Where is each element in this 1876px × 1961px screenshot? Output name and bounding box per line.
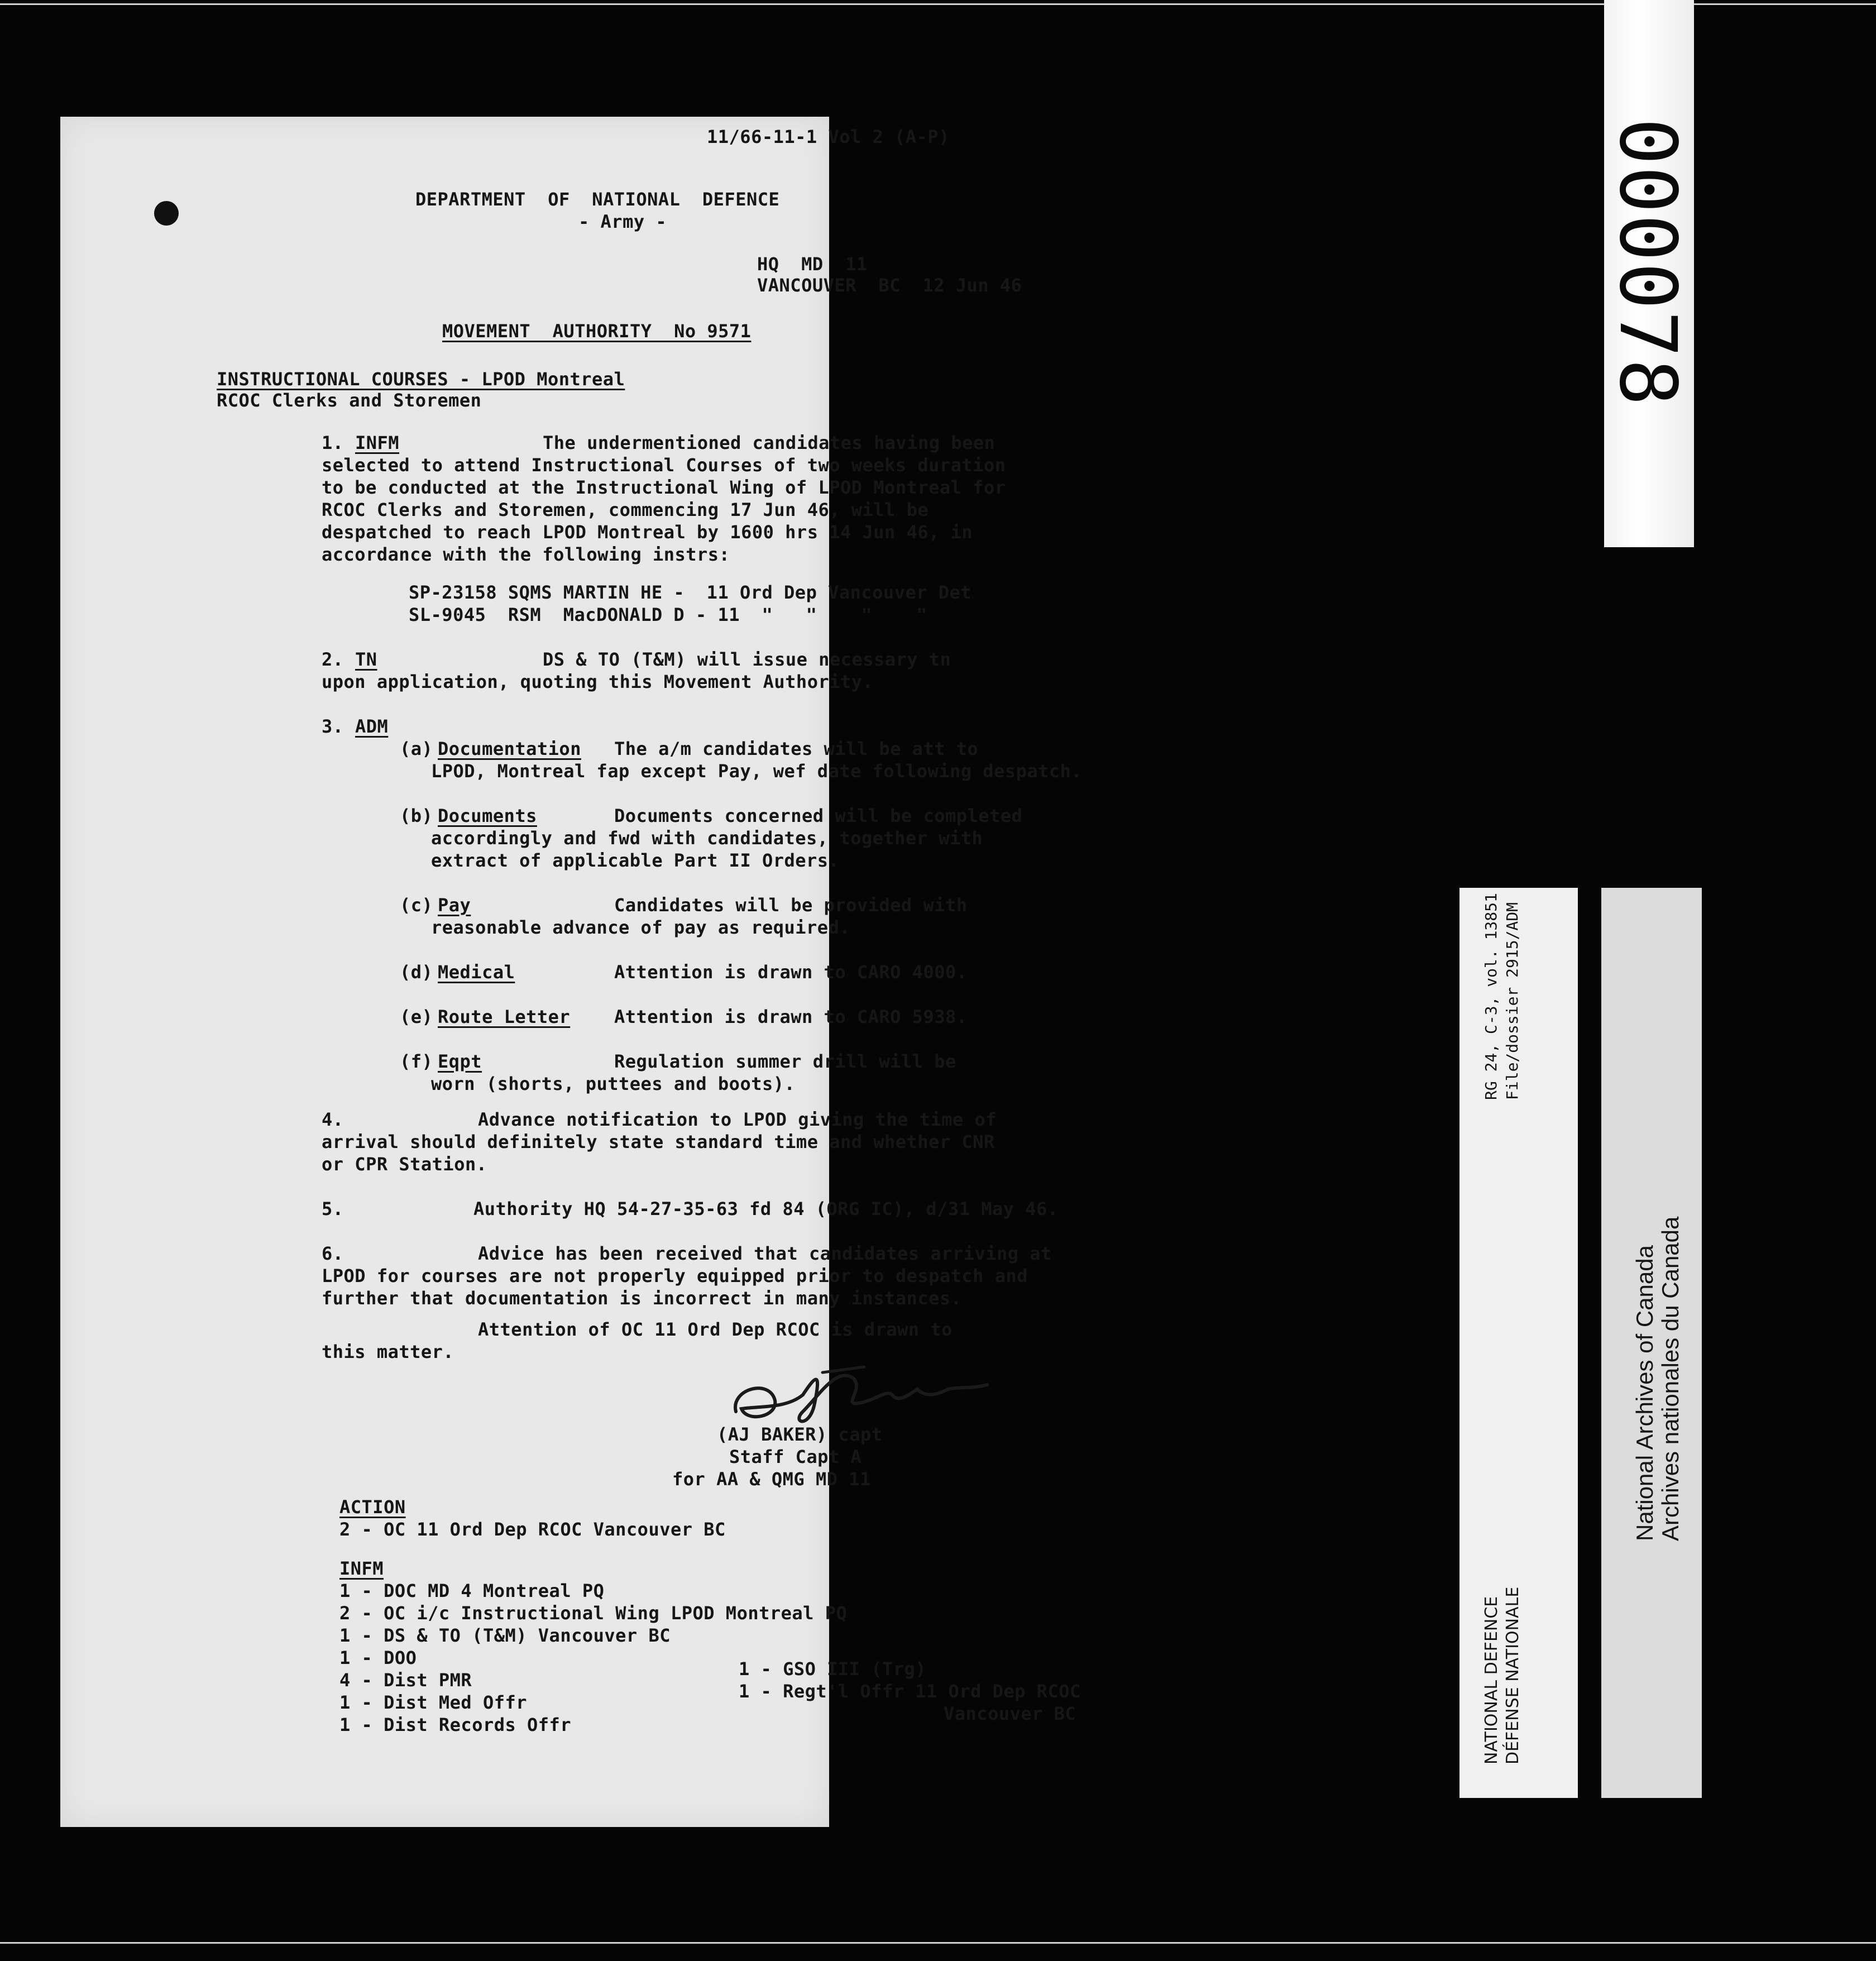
adm-item-heading: Documents [438, 805, 537, 826]
infm-right-line: 1 - GSO III (Trg) [739, 1658, 927, 1680]
adm-item-letter: (b) [400, 805, 444, 826]
para-4-line: or CPR Station. [322, 1154, 487, 1175]
adm-item-line: Attention is drawn to CARO 5938. [614, 1006, 968, 1027]
para-4-line: arrival should definitely state standard time and whether CNR [322, 1131, 995, 1152]
adm-item-line: extract of applicable Part II Orders. [431, 850, 840, 871]
infm-right-line: Vancouver BC [944, 1703, 1076, 1724]
national-defence-line: NATIONAL DEFENCE [1482, 1596, 1501, 1764]
adm-item-heading: Route Letter [438, 1006, 571, 1027]
para-3-heading: ADM [355, 716, 389, 737]
para-1-line: RCOC Clerks and Storemen, commencing 17 Jun 46, will be [322, 499, 929, 520]
infm-line: 4 - Dist PMR [339, 1670, 472, 1691]
army-subheading: - Army - [578, 211, 667, 232]
adm-item-line: Regulation summer drill will be [614, 1051, 956, 1072]
para-2-line: upon application, quoting this Movement Authority. [322, 671, 874, 692]
para-4-line: Advance notification to LPOD giving the time of [478, 1109, 997, 1130]
adm-item-line: reasonable advance of pay as required. [431, 917, 851, 938]
infm-right-line: 1 - Regt'l Offr 11 Ord Dep RCOC [739, 1681, 1081, 1702]
infm-line: 1 - Dist Records Offr [339, 1714, 572, 1735]
para-6-line: LPOD for courses are not properly equipped prior to despatch and [322, 1265, 1028, 1286]
film-edge-bottom [0, 1942, 1876, 1944]
infm-line: 1 - Dist Med Offr [339, 1692, 528, 1713]
action-line: 2 - OC 11 Ord Dep RCOC Vancouver BC [339, 1519, 726, 1540]
infm-heading: INFM [339, 1558, 384, 1579]
adm-item-letter: (a) [400, 738, 444, 759]
archive-ref-line: File/dossier 2915/ADM [1503, 902, 1521, 1100]
handwritten-signature [725, 1356, 1015, 1434]
adm-item-line: Documents concerned will be completed [614, 805, 1023, 826]
para-1-line: to be conducted at the Instructional Wing of LPOD Montreal for [322, 477, 1006, 498]
para-5-text: Authority HQ 54-27-35-63 fd 84 (ORG IC), d/31 May 46. [473, 1198, 1059, 1219]
para-5-number: 5. [322, 1198, 344, 1219]
para-1-line: despatched to reach LPOD Montreal by 1600 hrs 14 Jun 46, in [322, 522, 973, 543]
adm-item-line: Candidates will be provided with [614, 895, 968, 916]
archive-name-line: Archives nationales du Canada [1657, 1216, 1683, 1541]
infm-line: 1 - DOO [339, 1647, 417, 1668]
subject-line: INSTRUCTIONAL COURSES - LPOD Montreal [217, 369, 625, 390]
adm-item-line: LPOD, Montreal fap except Pay, wef date following despatch. [431, 761, 1083, 782]
adm-item-heading: Eqpt [438, 1051, 482, 1072]
para-2-heading: TN [355, 649, 377, 670]
para-6b-line: Attention of OC 11 Ord Dep RCOC is drawn to [478, 1319, 953, 1340]
adm-item-heading: Medical [438, 962, 515, 983]
signature-for-line: for AA & QMG MD 11 [672, 1469, 871, 1490]
para-3-number: 3. [322, 716, 355, 737]
frame-number [1602, 22, 1693, 503]
candidate-row: SP-23158 SQMS MARTIN HE - 11 Ord Dep Vancouver Det [409, 582, 972, 603]
para-6-line: further that documentation is incorrect in many instances. [322, 1288, 962, 1309]
adm-item-letter: (f) [400, 1051, 444, 1072]
adm-item-letter: (c) [400, 895, 444, 916]
adm-item-letter: (d) [400, 962, 444, 983]
para-1-heading: INFM [355, 432, 400, 453]
archive-ref-line: RG 24, C-3, vol. 13851 [1482, 893, 1500, 1100]
para-2-number: 2. [322, 649, 355, 670]
document-page [60, 117, 1083, 1827]
para-4-number: 4. [322, 1109, 344, 1130]
para-6-line: Advice has been received that candidates arriving at [478, 1243, 1052, 1264]
action-heading: ACTION [339, 1496, 406, 1518]
national-defence-line: DÉFENSE NATIONALE [1503, 1586, 1523, 1764]
para-1-line: The undermentioned candidates having been [543, 432, 996, 453]
candidate-row: SL-9045 RSM MacDONALD D - 11 " " " " [409, 604, 927, 625]
archive-name-line: National Archives of Canada [1631, 1245, 1658, 1541]
para-1-number: 1. [322, 432, 355, 453]
adm-item-letter: (e) [400, 1006, 444, 1027]
adm-item-line: Attention is drawn to CARO 4000. [614, 962, 968, 983]
infm-line: 2 - OC i/c Instructional Wing LPOD Montreal PQ [339, 1603, 848, 1624]
signature-name: (AJ BAKER) capt [717, 1424, 883, 1445]
subject-line-2: RCOC Clerks and Storemen [217, 390, 482, 411]
hq-line: HQ MD 11 [757, 254, 868, 275]
para-2-line: DS & TO (T&M) will issue necessary tn [543, 649, 951, 670]
adm-item-line: accordingly and fwd with candidates, together with [431, 828, 983, 849]
frame-number-text: 000078 [1602, 118, 1693, 407]
adm-item-heading: Documentation [438, 738, 581, 759]
infm-line: 1 - DS & TO (T&M) Vancouver BC [339, 1625, 671, 1646]
adm-item-line: The a/m candidates will be att to [614, 738, 979, 759]
para-6-number: 6. [322, 1243, 344, 1264]
place-date-line: VANCOUVER BC 12 Jun 46 [757, 275, 1022, 296]
archive-label-nac [1601, 888, 1702, 1798]
infm-line: 1 - DOC MD 4 Montreal PQ [339, 1580, 605, 1601]
document-title: MOVEMENT AUTHORITY No 9571 [442, 321, 752, 342]
adm-item-heading: Pay [438, 895, 471, 916]
signature-title: Staff Capt A [729, 1446, 862, 1467]
para-1-line: accordance with the following instrs: [322, 544, 730, 565]
para-1-line: selected to attend Instructional Courses of two weeks duration [322, 455, 1006, 476]
punch-hole [154, 201, 179, 226]
file-reference: 11/66-11-1 Vol 2 (A-P) [707, 126, 950, 147]
archive-label-defence [1459, 888, 1578, 1798]
department-heading: DEPARTMENT OF NATIONAL DEFENCE [415, 189, 780, 210]
para-6b-line: this matter. [322, 1341, 454, 1362]
film-edge-top [0, 3, 1876, 5]
adm-item-line: worn (shorts, puttees and boots). [431, 1073, 796, 1094]
